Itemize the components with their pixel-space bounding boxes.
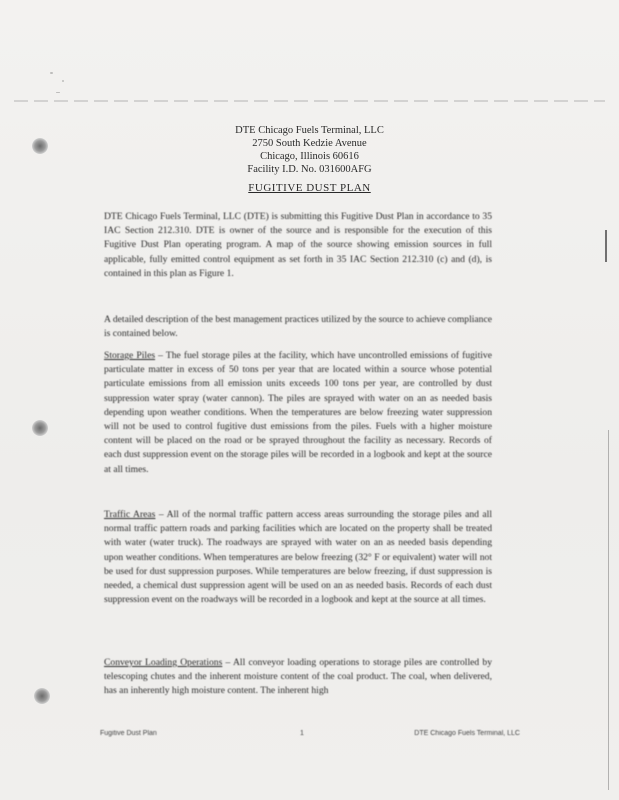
paragraph-practices: A detailed description of the best management practices utilized by the source to achieve compliance is contained below.: [104, 314, 492, 340]
footer-right: DTE Chicago Fuels Terminal, LLC: [414, 730, 520, 737]
scan-speck: [50, 72, 53, 74]
storage-piles-heading: Storage Piles: [104, 350, 156, 361]
conveyor-loading-heading: Conveyor Loading Operations: [104, 657, 223, 668]
traffic-areas-heading: Traffic Areas: [104, 509, 156, 520]
page-number: 1: [300, 730, 304, 737]
paragraph-traffic-areas: [104, 508, 492, 607]
binder-hole-icon: [34, 688, 50, 704]
traffic-areas-text: – All of the normal traffic pattern access areas surrounding the storage piles and all normal traffic pattern roads and parking facilities which are located on the property shall be treated with water (water truck). The roadways are sprayed with water on an as needed basis depending upon weather conditions. When temperatures are below freezing (32° F or equivalent) water will not be used for dust suppression purposes. While temperatures are below freezing, if dust suppression is needed, a chemical dust suppression agent will be used on an as needed basis. Records of each dust suppression event on the roadways will be recorded in a logbook and kept at the source at all times.: [104, 509, 493, 606]
facility-id: Facility I.D. No. 031600AFG: [247, 164, 372, 175]
paragraph-conveyor-loading: [104, 656, 492, 699]
company-name: DTE Chicago Fuels Terminal, LLC: [235, 125, 384, 136]
edge-mark: [605, 230, 607, 262]
conveyor-loading-text: – All conveyor loading operations to storage piles are controlled by telescoping chutes and the inherent moisture content of the coal product. The coal, when delivered, has an inherently high moisture content. The inherent high: [104, 657, 492, 697]
footer-left: Fugitive Dust Plan: [100, 730, 157, 737]
scan-speck: [62, 80, 64, 82]
document-title: FUGITIVE DUST PLAN: [248, 182, 371, 194]
edge-shadow: [608, 430, 609, 790]
street-address: 2750 South Kedzie Avenue: [252, 138, 367, 149]
binder-hole-icon: [32, 420, 48, 436]
city-address: Chicago, Illinois 60616: [260, 151, 359, 162]
letterhead: [0, 124, 619, 176]
paragraph-intro: DTE Chicago Fuels Terminal, LLC (DTE) is submitting this Fugitive Dust Plan in accordance to 35 IAC Section 212.310. DTE is owner of the source and is responsible for the execution of this Fugitive Dust Plan operating program. A map of the source showing emission sources in full applicable, fully emitted control equipment as set forth in 35 IAC Section 212.310 (c) and (d), is contained in this plan as Figure 1.: [104, 211, 492, 279]
storage-piles-text: – The fuel storage piles at the facility, which have uncontrolled emissions of fugitive particulate matter in excess of 50 tons per year that are located within a source whose potential particulate emissions from all emission units exceeds 100 tons per year, are controlled by dust suppression water spray (water cannon). The piles are sprayed with water on an as needed basis depending upon weather conditions. When the temperatures are below freezing water suppression will not be used to control fugitive dust emissions from the piles. Fuels with a higher moisture content will be placed on the road or be sprayed throughout the facility as necessary. Records of each dust suppression event on the storage piles will be recorded in a logbook and kept at the source at all times.: [104, 350, 492, 475]
scan-artifact-line: [14, 100, 605, 102]
paragraph-storage-piles: [104, 349, 492, 477]
scan-speck: [56, 92, 60, 93]
page-footer: [100, 730, 520, 744]
